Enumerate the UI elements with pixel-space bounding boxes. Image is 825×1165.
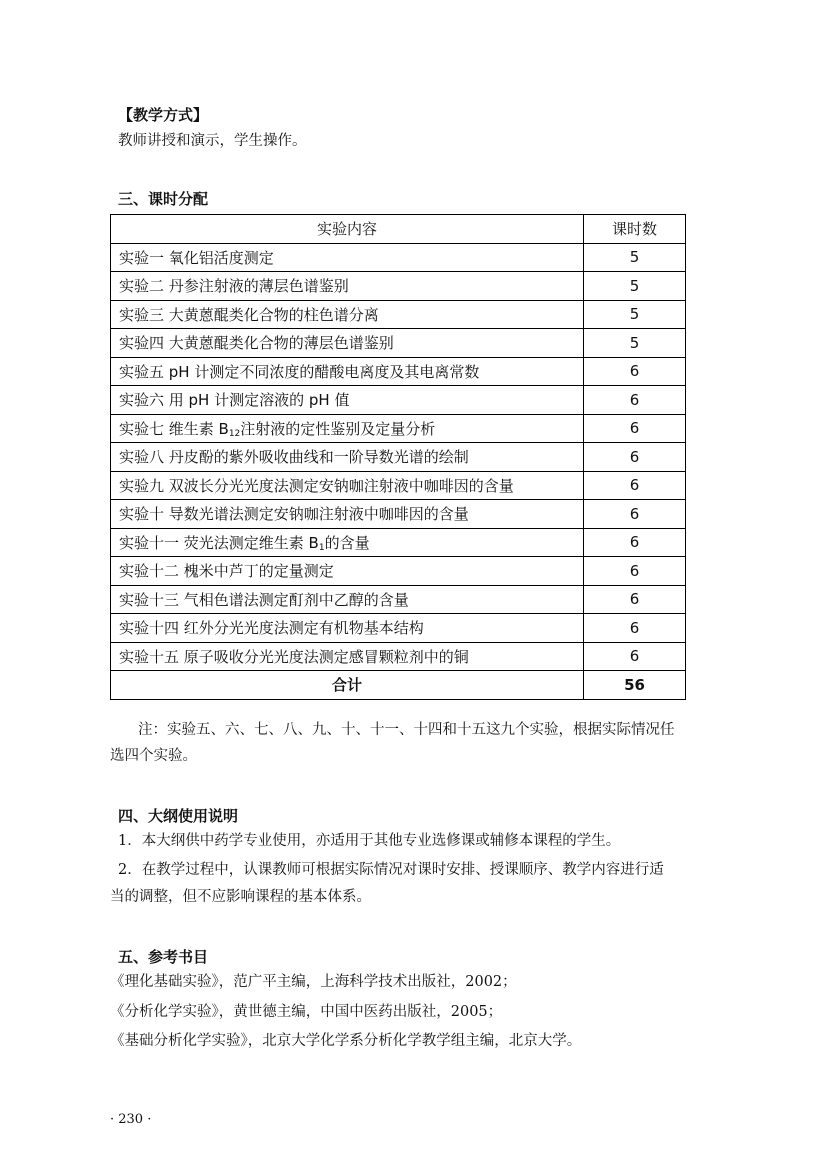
experiment-name: 实验二 丹参注射液的薄层色谱鉴别 bbox=[111, 272, 584, 301]
experiment-hours: 6 bbox=[584, 528, 686, 557]
page-number: · 230 · bbox=[110, 1112, 152, 1127]
table-row bbox=[111, 414, 686, 443]
hours-table bbox=[110, 214, 686, 700]
table-row bbox=[111, 329, 686, 358]
usage-item-2-line2: 当的调整，但不应影响课程的基本体系。 bbox=[110, 889, 371, 905]
experiment-hours: 6 bbox=[584, 642, 686, 671]
experiment-hours: 6 bbox=[584, 585, 686, 614]
experiment-name bbox=[111, 528, 584, 557]
experiment-name: 实验四 大黄蒽醌类化合物的薄层色谱鉴别 bbox=[111, 329, 584, 358]
teaching-method-text: 教师讲授和演示，学生操作。 bbox=[118, 133, 307, 149]
table-row bbox=[111, 357, 686, 386]
experiment-hours: 6 bbox=[584, 414, 686, 443]
experiment-hours: 6 bbox=[584, 386, 686, 415]
experiment-name: 实验一 氧化铝活度测定 bbox=[111, 243, 584, 272]
experiment-hours: 5 bbox=[584, 329, 686, 358]
experiment-name: 实验三 大黄蒽醌类化合物的柱色谱分离 bbox=[111, 300, 584, 329]
experiment-hours: 6 bbox=[584, 500, 686, 529]
table-row bbox=[111, 272, 686, 301]
experiment-hours: 6 bbox=[584, 557, 686, 586]
table-row bbox=[111, 471, 686, 500]
column-header-hours: 课时数 bbox=[584, 215, 686, 244]
table-row bbox=[111, 386, 686, 415]
reference-item: 《理化基础实验》，范广平主编，上海科学技术出版社，2002； bbox=[110, 974, 517, 990]
subscript: 1 bbox=[318, 542, 325, 553]
name-part: 实验十一 荧光法测定维生素 B bbox=[119, 533, 319, 552]
total-value: 56 bbox=[584, 671, 686, 700]
experiment-name: 实验八 丹皮酚的紫外吸收曲线和一阶导数光谱的绘制 bbox=[111, 443, 584, 472]
table-note-line1: 注：实验五、六、七、八、九、十、十一、十四和十五这九个实验，根据实际情况任 bbox=[138, 722, 675, 738]
table-header-row bbox=[111, 215, 686, 244]
hours-section-heading: 三、课时分配 bbox=[118, 190, 209, 208]
table-row bbox=[111, 614, 686, 643]
total-label: 合计 bbox=[111, 671, 584, 700]
experiment-hours: 6 bbox=[584, 357, 686, 386]
total-row bbox=[111, 671, 686, 700]
table-row bbox=[111, 500, 686, 529]
experiment-name: 实验十五 原子吸收分光光度法测定感冒颗粒剂中的铜 bbox=[111, 642, 584, 671]
name-part: 注射液的定性鉴别及定量分析 bbox=[240, 419, 436, 438]
teaching-method-heading: 【教学方式】 bbox=[118, 106, 209, 124]
name-part: 的含量 bbox=[324, 533, 370, 552]
experiment-name: 实验十四 红外分光光度法测定有机物基本结构 bbox=[111, 614, 584, 643]
table-row bbox=[111, 300, 686, 329]
table-row bbox=[111, 443, 686, 472]
experiment-hours: 6 bbox=[584, 443, 686, 472]
usage-item-2-line1: 2．在教学过程中，认课教师可根据实际情况对课时安排、授课顺序、教学内容进行适 bbox=[118, 862, 664, 878]
experiment-hours: 5 bbox=[584, 243, 686, 272]
experiment-hours: 5 bbox=[584, 300, 686, 329]
usage-item-1: 1．本大纲供中药学专业使用，亦适用于其他专业选修课或辅修本课程的学生。 bbox=[118, 833, 621, 849]
references-section-heading: 五、参考书目 bbox=[118, 948, 209, 966]
experiment-hours: 5 bbox=[584, 272, 686, 301]
table-row bbox=[111, 243, 686, 272]
experiment-hours: 6 bbox=[584, 614, 686, 643]
experiment-name: 实验十二 槐米中芦丁的定量测定 bbox=[111, 557, 584, 586]
table-row bbox=[111, 528, 686, 557]
experiment-name: 实验六 用 pH 计测定溶液的 pH 值 bbox=[111, 386, 584, 415]
experiment-hours: 6 bbox=[584, 471, 686, 500]
table-note-line2: 选四个实验。 bbox=[110, 748, 197, 764]
experiment-name: 实验十 导数光谱法测定安钠咖注射液中咖啡因的含量 bbox=[111, 500, 584, 529]
table-row bbox=[111, 585, 686, 614]
reference-item: 《分析化学实验》，黄世德主编，中国中医药出版社，2005； bbox=[110, 1004, 503, 1020]
experiment-name bbox=[111, 414, 584, 443]
experiment-name: 实验十三 气相色谱法测定酊剂中乙醇的含量 bbox=[111, 585, 584, 614]
experiment-name: 实验五 pH 计测定不同浓度的醋酸电离度及其电离常数 bbox=[111, 357, 584, 386]
table-row bbox=[111, 642, 686, 671]
table-row bbox=[111, 557, 686, 586]
reference-item: 《基础分析化学实验》，北京大学化学系分析化学教学组主编，北京大学。 bbox=[110, 1033, 582, 1049]
column-header-content: 实验内容 bbox=[111, 215, 584, 244]
subscript: 12 bbox=[228, 428, 241, 439]
usage-section-heading: 四、大纲使用说明 bbox=[118, 807, 239, 825]
experiment-name: 实验九 双波长分光光度法测定安钠咖注射液中咖啡因的含量 bbox=[111, 471, 584, 500]
name-part: 实验七 维生素 B bbox=[119, 419, 229, 438]
